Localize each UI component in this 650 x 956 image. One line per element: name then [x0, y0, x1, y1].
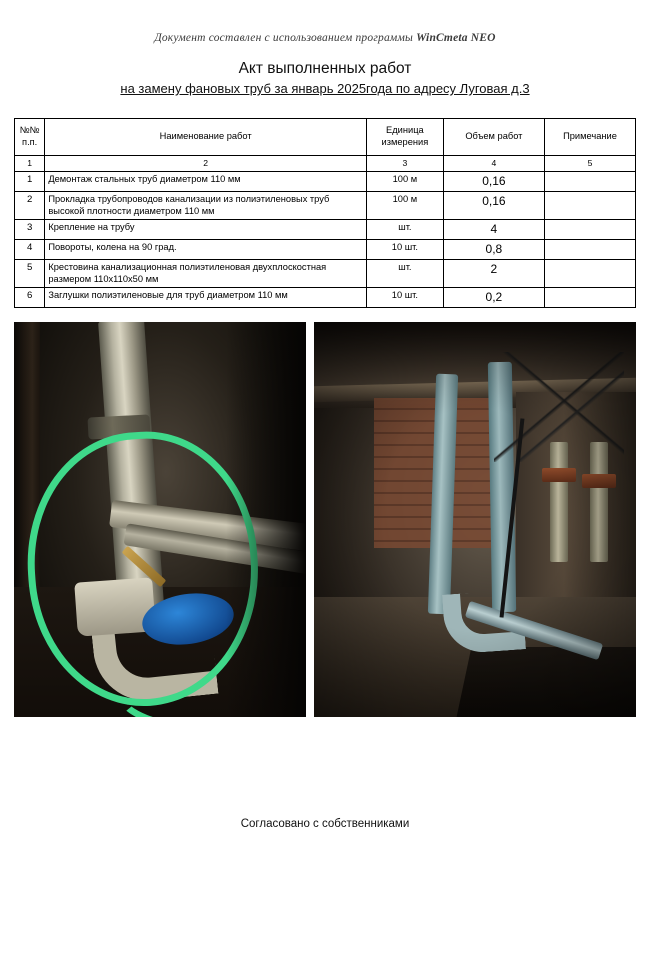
page-title: Акт выполненных работ: [238, 60, 412, 77]
row-name: Крепление на трубу: [45, 220, 367, 240]
row-name: Прокладка трубопроводов канализации из полиэтиленовых труб высокой плотности диаметром 110 мм: [45, 192, 367, 220]
row-note: [544, 220, 635, 240]
row-index: 2: [15, 192, 45, 220]
table-row: [15, 172, 636, 192]
row-note: [544, 240, 635, 260]
colnum-2: 2: [45, 156, 367, 172]
colnum-4: 4: [443, 156, 544, 172]
table-row: [15, 260, 636, 288]
program-watermark: [14, 32, 636, 44]
page-subtitle: [14, 81, 636, 96]
row-unit: 100 м: [366, 172, 443, 192]
row-volume: 0,16: [443, 172, 544, 192]
row-note: [544, 288, 635, 308]
photo-left-pipe-repair: [14, 322, 306, 717]
works-table: [14, 118, 636, 308]
photo-right-vignette: [314, 322, 636, 717]
table-column-number-row: [15, 156, 636, 172]
row-volume: 0,2: [443, 288, 544, 308]
page-subtitle-text: на замену фановых труб за январь 2025года по адресу Луговая д.3: [120, 81, 530, 96]
row-index: 5: [15, 260, 45, 288]
header-note: Примечание: [544, 119, 635, 156]
photo-left-vignette: [226, 322, 306, 717]
header-name: Наименование работ: [45, 119, 367, 156]
photo-gallery: [14, 322, 636, 717]
row-unit: 10 шт.: [366, 240, 443, 260]
row-name: Демонтаж стальных труб диаметром 110 мм: [45, 172, 367, 192]
table-row: [15, 288, 636, 308]
row-note: [544, 260, 635, 288]
watermark-prefix: Документ составлен с использованием программы: [154, 32, 417, 44]
row-name: Повороты, колена на 90 град.: [45, 240, 367, 260]
row-volume: 0,8: [443, 240, 544, 260]
row-volume: 4: [443, 220, 544, 240]
document-page: [0, 32, 650, 956]
row-unit: 10 шт.: [366, 288, 443, 308]
header-volume: Объем работ: [443, 119, 544, 156]
colnum-3: 3: [366, 156, 443, 172]
row-name: Крестовина канализационная полиэтиленовая двухплоскостная размером 110х110х50 мм: [45, 260, 367, 288]
header-number-line2: п.п.: [22, 137, 38, 147]
header-unit-line1: Единица: [386, 125, 424, 136]
watermark-brand: WinCmeta NEO: [416, 32, 496, 44]
row-index: 1: [15, 172, 45, 192]
row-unit: шт.: [366, 220, 443, 240]
header-number-line1: №№: [19, 125, 40, 136]
header-number: [15, 119, 45, 156]
row-volume: 0,16: [443, 192, 544, 220]
colnum-1: 1: [15, 156, 45, 172]
header-unit: [366, 119, 443, 156]
row-note: [544, 172, 635, 192]
row-unit: 100 м: [366, 192, 443, 220]
row-index: 6: [15, 288, 45, 308]
row-index: 4: [15, 240, 45, 260]
table-row: [15, 220, 636, 240]
row-volume: 2: [443, 260, 544, 288]
table-row: [15, 192, 636, 220]
photo-right-basement-pipes: [314, 322, 636, 717]
row-index: 3: [15, 220, 45, 240]
header-unit-line2: измерения: [381, 137, 429, 147]
table-row: [15, 240, 636, 260]
row-name: Заглушки полиэтиленовые для труб диаметром 110 мм: [45, 288, 367, 308]
approval-note: Согласовано с собственниками: [240, 818, 410, 830]
row-note: [544, 192, 635, 220]
table-header-row: [15, 119, 636, 156]
row-unit: шт.: [366, 260, 443, 288]
colnum-5: 5: [544, 156, 635, 172]
